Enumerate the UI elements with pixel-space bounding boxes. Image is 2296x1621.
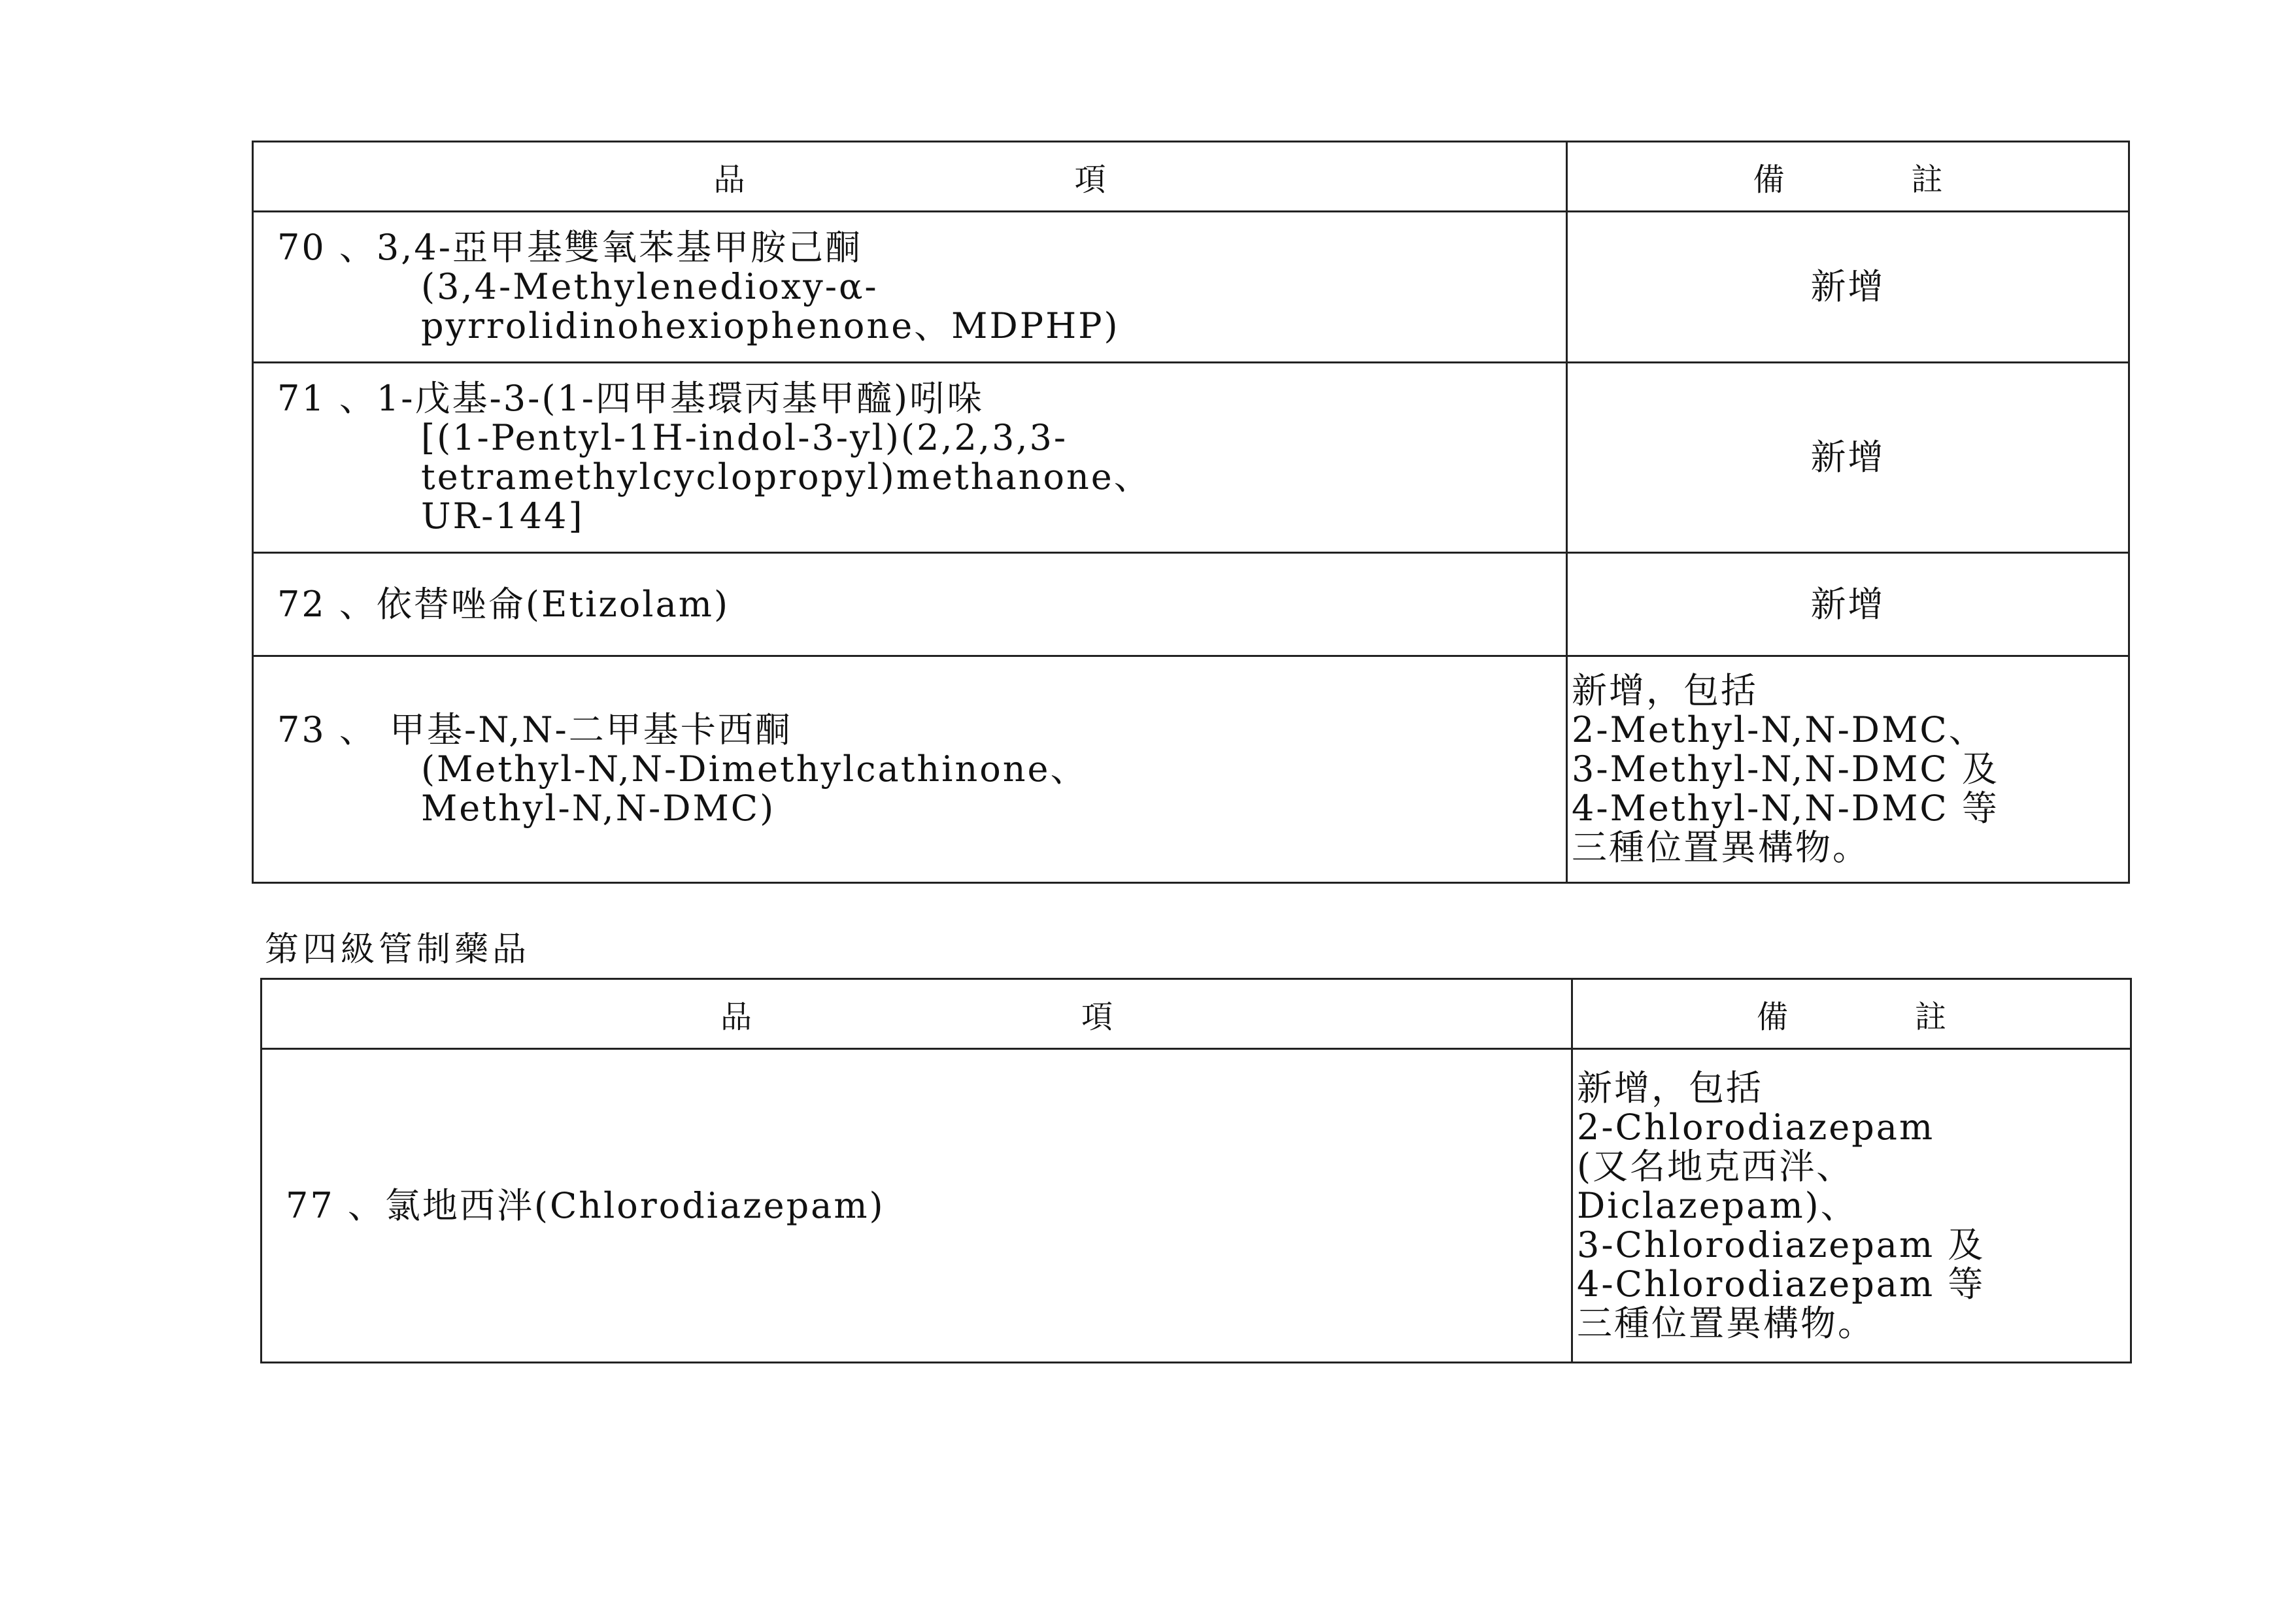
item-line: 71 、1-戊基-3-(1-四甲基環丙基甲醯)吲哚 [277,378,985,419]
note-header-char-2: 註 [1914,998,1946,1035]
controlled-drug-table-1 [252,141,2130,884]
table-row [253,212,2129,363]
note-line: 新增，包括 [1577,1067,1763,1109]
table-row [262,1049,2131,1363]
note-line: 新增 [1810,266,1885,307]
item-cell [253,212,1567,363]
item-header-char-1: 品 [720,998,752,1035]
item-header-char-2: 項 [1074,161,1106,198]
note-header-char-1: 備 [1753,161,1785,198]
note-line: 新增 [1810,583,1885,625]
note-cell [1567,363,2129,553]
note-header-char-2: 註 [1911,161,1943,198]
note-header-char-1: 備 [1757,998,1789,1035]
table-header-row [262,979,2131,1049]
note-line: 4-Chlorodiazepam 等 [1577,1263,1985,1305]
note-cell [1567,212,2129,363]
item-line: (3,4-Methylenedioxy-α- [421,266,879,307]
note-line: 新增 [1810,437,1885,478]
note-cell [1572,1049,2131,1363]
item-cell [253,553,1567,656]
item-line: (Methyl-N,N-Dimethylcathinone、 [421,748,1088,790]
note-line: (又名地克西泮、 [1577,1145,1854,1187]
note-line: Diclazepam)、 [1577,1184,1858,1226]
table-header-row [253,142,2129,212]
item-column-header [262,979,1572,1049]
note-line: 三種位置異構物。 [1577,1302,1875,1344]
item-column-header [253,142,1567,212]
item-cell [253,363,1567,553]
note-line: 3-Chlorodiazepam 及 [1577,1224,1985,1265]
item-cell [253,656,1567,883]
controlled-drug-table-2 [260,978,2132,1363]
item-line: [(1-Pentyl-1H-indol-3-yl)(2,2,3,3- [421,417,1068,458]
item-line: 73 、 甲基-N,N-二甲基卡西酮 [277,709,792,750]
note-line: 三種位置異構物。 [1572,827,1870,868]
note-column-header [1567,142,2129,212]
note-line: 4-Methyl-N,N-DMC 等 [1572,788,1999,829]
note-line: 2-Chlorodiazepam [1577,1106,1935,1148]
item-header-char-1: 品 [713,161,745,198]
note-column-header [1572,979,2131,1049]
note-cell [1567,553,2129,656]
note-line: 3-Methyl-N,N-DMC 及 [1572,748,1999,790]
item-line: tetramethylcyclopropyl)methanone、 [421,456,1151,497]
note-cell [1567,656,2129,883]
section-title: 第四級管制藥品 [265,930,531,969]
item-line: 77 、氯地西泮(Chlorodiazepam) [286,1184,885,1226]
note-line: 2-Methyl-N,N-DMC、 [1572,709,1986,750]
item-cell [262,1049,1572,1363]
item-line: 70 、3,4-亞甲基雙氧苯基甲胺己酮 [277,227,863,268]
note-line: 新增，包括 [1572,670,1758,711]
table-row [253,363,2129,553]
table-row [253,553,2129,656]
item-line: 72 、依替唑侖(Etizolam) [277,583,730,625]
item-header-char-2: 項 [1081,998,1113,1035]
table-row [253,656,2129,883]
item-line: Methyl-N,N-DMC) [421,788,776,829]
item-line: UR-144] [421,495,584,537]
item-line: pyrrolidinohexiophenone、MDPHP) [421,305,1120,346]
